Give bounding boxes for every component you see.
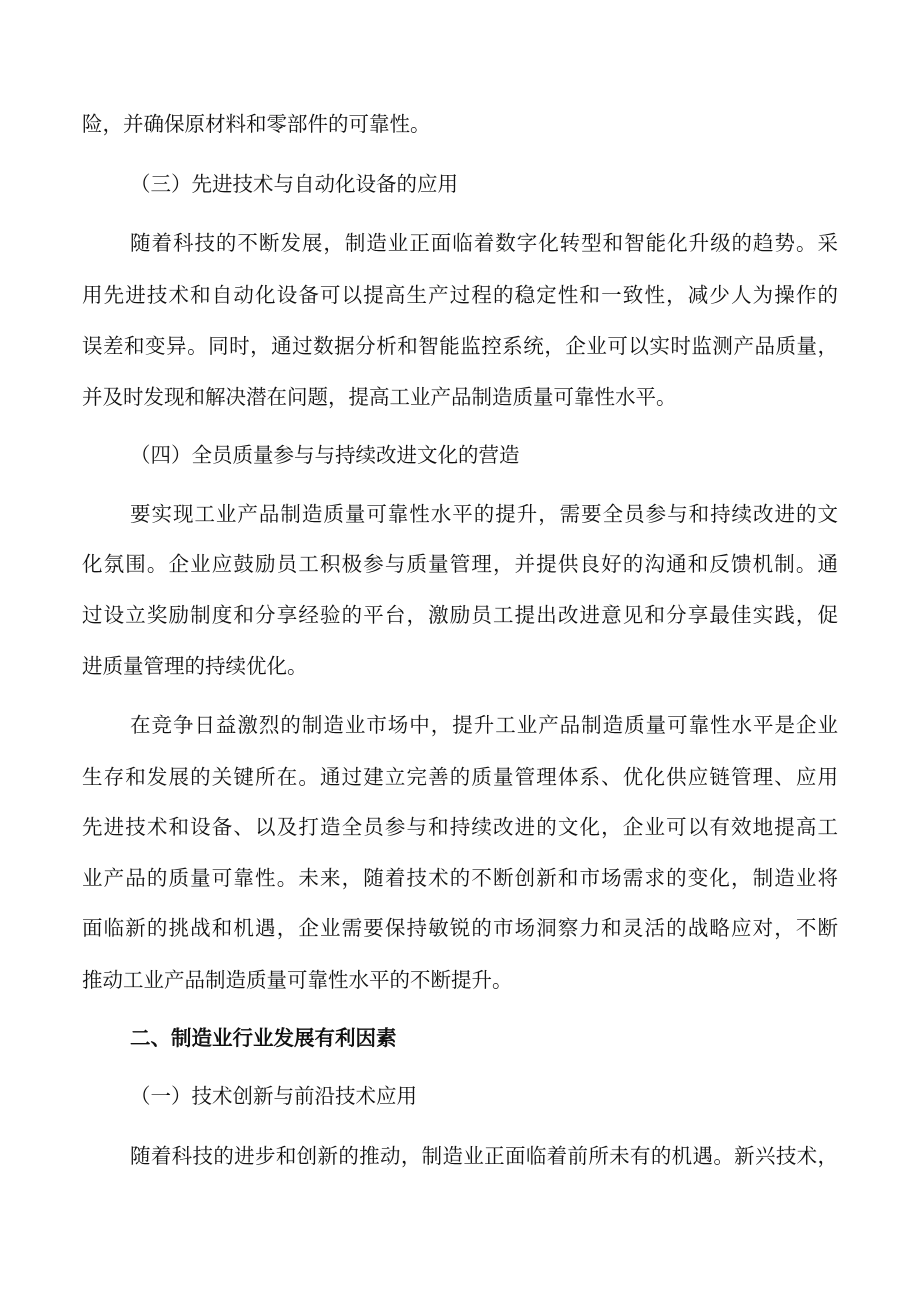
paragraph-line: 进质量管理的持续优化。 — [82, 654, 308, 678]
subheading-1: （一）技术创新与前沿技术应用 — [130, 1084, 417, 1108]
paragraph-line: 在竞争日益激烈的制造业市场中，提升工业产品制造质量可靠性水平是企业 — [130, 713, 838, 737]
paragraph-line: 误差和变异。同时，通过数据分析和智能监控系统，企业可以实时监测产品质量， — [82, 334, 838, 358]
paragraph-line: 推动工业产品制造质量可靠性水平的不断提升。 — [82, 968, 513, 992]
section-heading: 二、制造业行业发展有利因素 — [130, 1026, 397, 1050]
paragraph-line: 生存和发展的关键所在。通过建立完善的质量管理体系、优化供应链管理、应用 — [82, 765, 838, 789]
paragraph-line: 随着科技的进步和创新的推动，制造业正面临着前所未有的机遇。新兴技术， — [130, 1144, 838, 1168]
paragraph-line: 要实现工业产品制造质量可靠性水平的提升，需要全员参与和持续改进的文 — [130, 502, 838, 526]
paragraph-line: 并及时发现和解决潜在问题，提高工业产品制造质量可靠性水平。 — [82, 385, 677, 409]
paragraph-line: 随着科技的不断发展，制造业正面临着数字化转型和智能化升级的趋势。采 — [130, 231, 838, 255]
paragraph-continuation: 险，并确保原材料和零部件的可靠性。 — [82, 112, 431, 136]
paragraph-line: 先进技术和设备、以及打造全员参与和持续改进的文化，企业可以有效地提高工 — [82, 815, 838, 839]
paragraph-line: 面临新的挑战和机遇，企业需要保持敏锐的市场洞察力和灵活的战略应对，不断 — [82, 916, 838, 940]
subheading-4: （四）全员质量参与与持续改进文化的营造 — [130, 443, 520, 467]
paragraph-line: 业产品的质量可靠性。未来，随着技术的不断创新和市场需求的变化，制造业将 — [82, 866, 838, 890]
paragraph-line: 化氛围。企业应鼓励员工积极参与质量管理，并提供良好的沟通和反馈机制。通 — [82, 552, 838, 576]
paragraph-line: 用先进技术和自动化设备可以提高生产过程的稳定性和一致性，减少人为操作的 — [82, 283, 838, 307]
paragraph-line: 过设立奖励制度和分享经验的平台，激励员工提出改进意见和分享最佳实践，促 — [82, 603, 838, 627]
subheading-3: （三）先进技术与自动化设备的应用 — [130, 172, 458, 196]
